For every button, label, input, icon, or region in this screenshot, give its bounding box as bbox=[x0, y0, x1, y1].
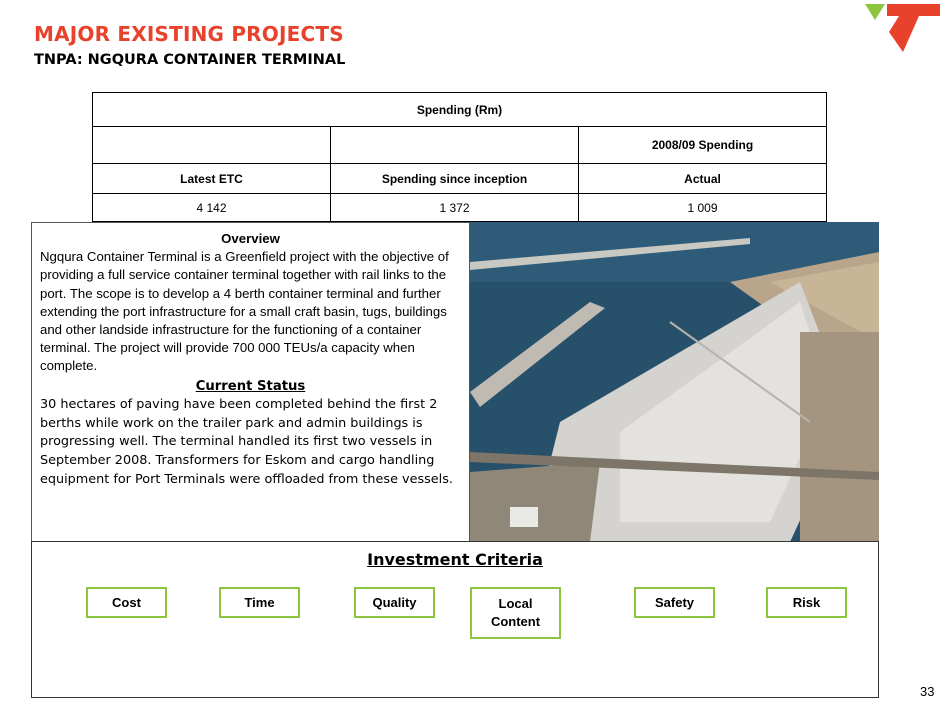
criteria-local-content: Local Content bbox=[470, 587, 561, 639]
criteria-time: Time bbox=[219, 587, 300, 618]
criteria-quality: Quality bbox=[354, 587, 435, 618]
aerial-port-photo bbox=[470, 222, 879, 542]
overview-text: Ngqura Container Terminal is a Greenfield project with the objective of providing a full service container terminal together with rail links to the port. The scope is to develop a 4 berth container terminal and further extending the port infrastructure for a small craft basin, tugs, buildings and other landside infrastructure for the functioning of a container terminal. The project will provide 700 000 TEUs/a capacity when complete. bbox=[40, 249, 449, 374]
column-header: Spending since inception bbox=[331, 164, 579, 194]
page-subtitle: TNPA: NGQURA CONTAINER TERMINAL bbox=[34, 52, 346, 68]
page-title: MAJOR EXISTING PROJECTS bbox=[34, 22, 344, 46]
period-label-cell: 2008/09 Spending bbox=[579, 127, 827, 164]
table-cell: 1 372 bbox=[331, 194, 579, 222]
current-status-heading: Current Status bbox=[195, 378, 306, 394]
overview-panel bbox=[31, 222, 470, 542]
column-header: Latest ETC bbox=[93, 164, 331, 194]
criteria-risk: Risk bbox=[766, 587, 847, 618]
table-cell: 4 142 bbox=[93, 194, 331, 222]
transnet-logo bbox=[863, 2, 940, 54]
empty-cell bbox=[93, 127, 331, 164]
overview-heading: Overview bbox=[221, 231, 280, 246]
investment-criteria-panel bbox=[31, 541, 879, 698]
column-header: Actual bbox=[579, 164, 827, 194]
spending-table bbox=[92, 92, 827, 222]
empty-cell bbox=[331, 127, 579, 164]
table-cell: 1 009 bbox=[579, 194, 827, 222]
spending-table-title: Spending (Rm) bbox=[93, 93, 827, 127]
criteria-cost: Cost bbox=[86, 587, 167, 618]
criteria-safety: Safety bbox=[634, 587, 715, 618]
current-status-text: 30 hectares of paving have been completed behind the first 2 berths while work on the trailer park and admin buildings is progressing well. The terminal handled its first two vessels in September 2008. Transformers for Eskom and cargo handling equipment for Port Terminals were offloaded from these vessels. bbox=[40, 396, 453, 488]
investment-criteria-heading: Investment Criteria bbox=[367, 550, 543, 569]
page-number: 33 bbox=[920, 684, 935, 699]
